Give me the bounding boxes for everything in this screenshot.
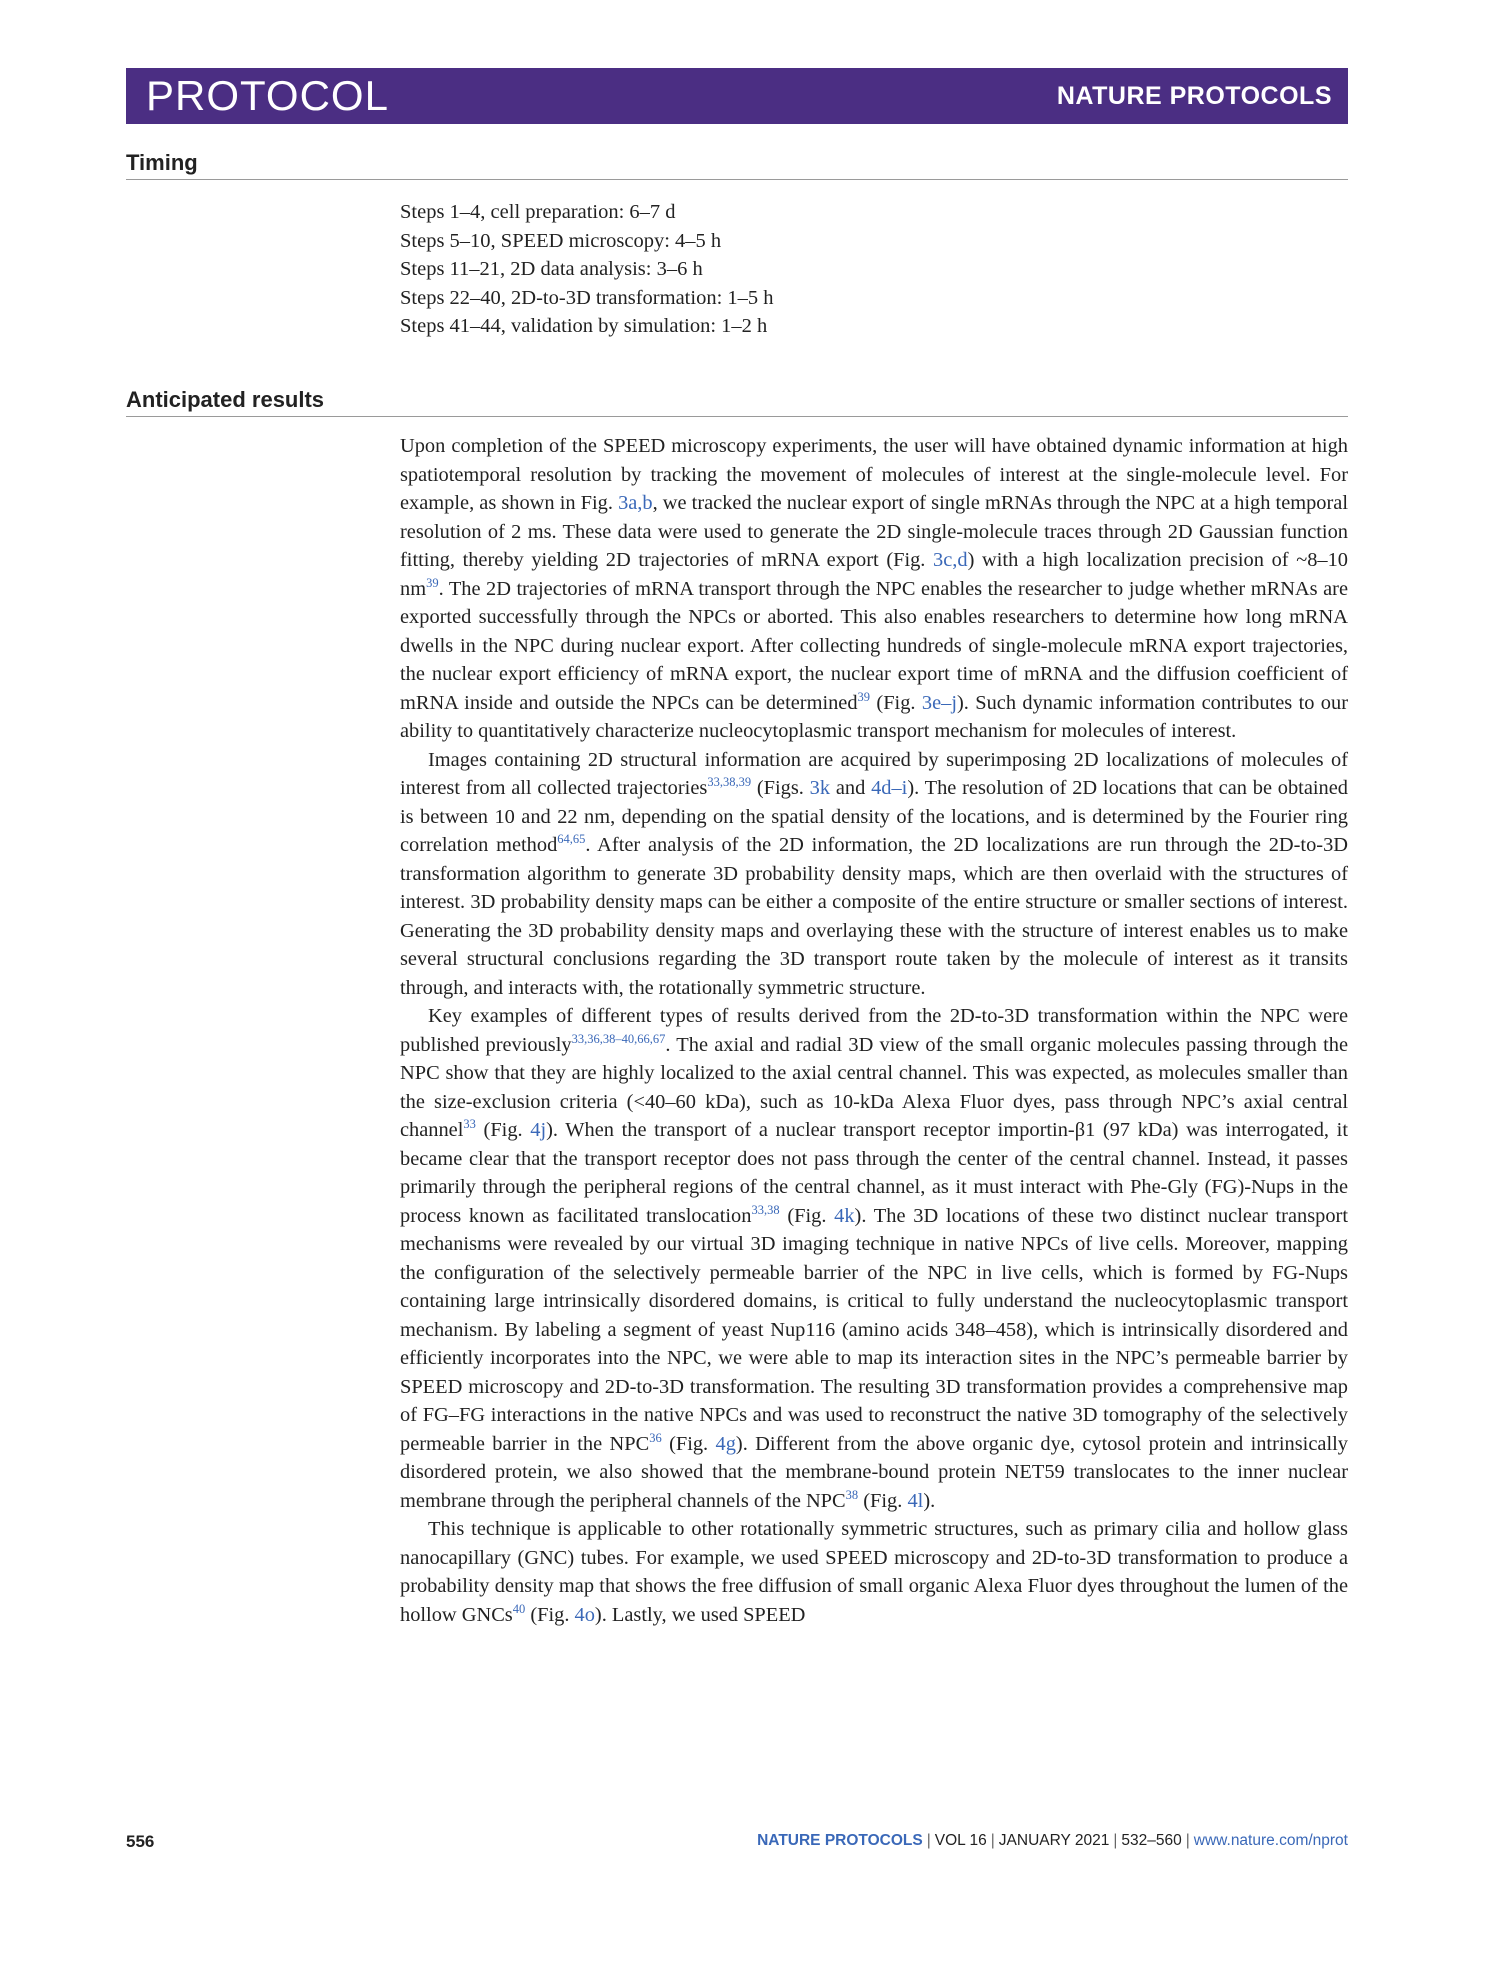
paragraph-4: This technique is applicable to other rotationally symmetric structures, such as primary cilia and hollow glass nanocapillary (GNC) tubes. For example, we used SPEED microscopy and 2D-to-3D transformation to produce a probability density map that shows the free diffusion of small organic Alexa Fluor dyes throughout the lumen of the hollow GNCs$^{40}$ (Fig. 4o). Lastly, we used SPEED — [400, 1518, 1348, 1626]
citation-link[interactable]: 39 — [426, 575, 439, 590]
citation-link[interactable]: 33,36,38–40,66,67 — [571, 1031, 666, 1046]
footer-journal: NATURE PROTOCOLS — [757, 1832, 923, 1849]
figure-link[interactable]: 4k — [834, 1204, 855, 1227]
citation-link[interactable]: 36 — [649, 1430, 662, 1445]
footer-date: JANUARY 2021 — [998, 1832, 1110, 1849]
results-title: Anticipated results — [126, 387, 325, 412]
citation-link[interactable]: 33,38 — [751, 1202, 780, 1217]
page-number: 556 — [126, 1832, 155, 1851]
journal-name: NATURE PROTOCOLS — [1056, 82, 1332, 110]
citation-link[interactable]: 33,38,39 — [707, 775, 752, 790]
paragraph-3: Key examples of different types of results derived from the 2D-to-3D transformation within the NPC were published previously$^{33,36,38-40,66,67}$. The axial and radial 3D view of the small organic molecules passing through the NPC show that they are highly localized to the axial central channel. This was expected, as molecules smaller than the size-exclusion criteria (<40–60 kDa), such as 10-kDa Alexa Fluor dyes, pass through NPC’s axial central channel$^{33}$ (Fig. 4j). When the transport of a nuclear transport receptor importin-β1 (97 kDa) was interrogated, it became clear that the transport receptor does not pass through the center of the central channel. Instead, it passes primarily through the peripheral regions of the central channel, as it must interact with Phe-Gly (FG)-Nups in the process known as facilitated translocation$^{33,38}$ (Fig. 4k). The 3D locations of these two distinct nuclear transport mechanisms were revealed by our virtual 3D imaging technique in native NPCs of live cells. Moreover, mapping the configuration of the selectively permeable barrier of the NPC in live cells, which is formed by FG-Nups containing large intrinsically disordered domains, is critical to fully understand the nucleocytoplasmic transport mechanism. By labeling a segment of yeast Nup116 (amino acids 348–458), which is intrinsically disordered and efficiently incorporates into the NPC, we were able to map its interaction sites in the NPC’s permeable barrier by SPEED microscopy and 2D-to-3D transformation. The resulting 3D transformation provides a comprehensive map of FG–FG interactions in the native NPCs and was used to reconstruct the native 3D tomography of the selectively permeable barrier in the NPC$^{36}$ (Fig. 4g). Different from the above organic dye, cytosol protein and intrinsically disordered protein, we also showed that the membrane-bound protein NET59 translocates to the inner nuclear membrane through the peripheral channels of the NPC$^{38}$ (Fig. 4l). — [400, 1005, 1348, 1512]
figure-link[interactable]: 4o — [574, 1603, 595, 1626]
footer-citation: NATURE PROTOCOLS | VOL 16 | JANUARY 2021 | 532–560 | www.nature.com/nprot — [757, 1832, 1348, 1849]
citation-link[interactable]: 64,65 — [557, 832, 586, 847]
figure-link[interactable]: 4g — [715, 1432, 736, 1455]
section-label: PROTOCOL — [146, 72, 389, 119]
results-body — [400, 432, 1348, 1629]
footer-volume: VOL 16 — [934, 1832, 987, 1849]
citation-link[interactable]: 39 — [857, 689, 871, 704]
footer-pages: 532–560 — [1121, 1832, 1182, 1849]
timing-title: Timing — [126, 150, 198, 175]
list-item: Steps 11–21, 2D data analysis: 3–6 h — [400, 258, 703, 280]
list-item: Steps 41–44, validation by simulation: 1–2 h — [400, 315, 768, 337]
citation-link[interactable]: 40 — [512, 1601, 526, 1616]
figure-link[interactable]: 3k — [809, 777, 831, 799]
paragraph-2: Images containing 2D structural information are acquired by superimposing 2D localizations of molecules of interest from all collected trajectories$^{33,38,39}$ (Figs. 3k and 4d–i). The resolution of 2D locations that can be obtained is between 10 and 22 nm, depending on the spatial density of the locations, and is determined by the Fourier ring correlation method$^{64,65}$. After analysis of the 2D information, the 2D localizations are run through the 2D-to-3D transformation algorithm to generate 3D probability density maps, which are then overlaid with the structures of interest. 3D probability density maps can be either a composite of the entire structure or smaller sections of interest. Generating the 3D probability density maps and overlaying these with the structure of interest enables us to make several structural conclusions regarding the 3D transport route taken by the molecule of interest as it transits through, and interacts with, the rotationally symmetric structure. — [400, 748, 1348, 999]
list-item: Steps 5–10, SPEED microscopy: 4–5 h — [400, 229, 722, 252]
header-banner — [126, 68, 1348, 124]
timing-list — [400, 198, 1300, 341]
results-heading — [126, 387, 1348, 417]
figure-link[interactable]: 3a,b — [618, 492, 653, 514]
paragraph-1: Upon completion of the SPEED microscopy experiments, the user will have obtained dynamic information at high spatiotemporal resolution by tracking the movement of molecules of interest at the single-molecule level. For example, as shown in Fig. 3a,b, we tracked the nuclear export of single mRNAs through the NPC at a high temporal resolution of 2 ms. These data were used to generate the 2D single-molecule traces through 2D Gaussian function fitting, thereby yielding 2D trajectories of mRNA export (Fig. 3c,d) with a high localization precision of ~8–10 $nm^{39}$. The 2D trajectories of mRNA transport through the NPC enables the researcher to judge whether mRNAs are exported successfully through the NPCs or aborted. This also enables researchers to determine how long mRNA dwells in the NPC during nuclear export. After collecting hundreds of single-molecule mRNA export trajectories, the nuclear export efficiency of mRNA export, the nuclear export time of mRNA and the diffusion coefficient of mRNA inside and outside the NPCs can be determined$^{39}$ (Fig. 3e–j). Such dynamic information contributes to our ability to quantitatively characterize nucleocytoplasmic transport mechanism for molecules of interest. — [400, 435, 1349, 742]
list-item: Steps 22–40, 2D-to-3D transformation: 1–5 h — [400, 286, 774, 309]
footer-url-link[interactable]: www.nature.com/nprot — [1193, 1832, 1348, 1849]
list-item: Steps 1–4, cell preparation: 6–7 d — [400, 201, 676, 223]
figure-link[interactable]: 3c,d — [933, 549, 968, 571]
timing-heading — [126, 150, 1348, 180]
citation-link[interactable]: 33 — [463, 1117, 476, 1132]
citation-link[interactable]: 38 — [845, 1487, 859, 1502]
figure-link[interactable]: 4j — [530, 1119, 547, 1141]
figure-link[interactable]: 4d–i — [871, 777, 908, 799]
figure-link[interactable]: 3e–j — [921, 691, 957, 714]
figure-link[interactable]: 4l — [907, 1489, 924, 1512]
